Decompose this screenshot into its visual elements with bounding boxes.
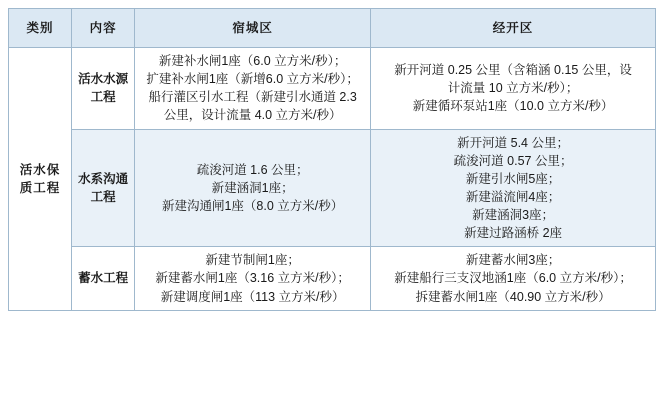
cell-line: 计流量 10 立方米/秒）； [447, 81, 579, 96]
table-row [9, 247, 656, 310]
table-row [9, 48, 656, 130]
cell-line: 新建调度闸1座（113 立方米/秒） [160, 289, 345, 304]
subcategory-water-network: 水系沟通工程 [72, 129, 135, 247]
cell-suchengqu-water-source [135, 48, 371, 130]
cell-line: 新建节制闸1座； [205, 253, 300, 268]
cell-jingkaiqu-water-source [371, 48, 656, 130]
cell-line: 新开河道 0.25 公里（含箱涵 0.15 公里，设 [394, 63, 632, 78]
cell-suchengqu-water-storage [135, 247, 371, 310]
cell-line: 新建涵洞1座； [211, 180, 294, 195]
cell-line: 新建过路涵桥 2座 [464, 226, 563, 241]
cell-jingkaiqu-water-network [371, 129, 656, 247]
row-header-category: 活水保质工程 [9, 48, 72, 311]
column-header-suchengqu: 宿城区 [135, 9, 371, 48]
cell-line: 疏浚河道 0.57 公里； [453, 153, 573, 168]
cell-line: 船行灌区引水工程（新建引水通道 2.3 [148, 90, 357, 105]
cell-line: 新建蓄水闸1座（3.16 立方米/秒）； [155, 271, 350, 286]
cell-line: 扩建补水闸1座（新增6.0 立方米/秒）； [146, 72, 359, 87]
column-header-category: 类别 [9, 9, 72, 48]
table-row [9, 129, 656, 247]
cell-line: 新建补水闸1座（6.0 立方米/秒）； [158, 54, 347, 68]
cell-line: 新建船行三支汊地涵1座（6.0 立方米/秒）； [394, 271, 632, 286]
cell-line: 公里，设计流量 4.0 立方米/秒） [163, 108, 342, 123]
column-header-jingkaiqu: 经开区 [371, 9, 656, 48]
subcategory-water-source: 活水水源工程 [72, 48, 135, 130]
cell-line: 新建溢流闸4座； [465, 189, 561, 204]
document-sheet [0, 8, 664, 414]
cell-line: 新建涵洞3座； [472, 208, 555, 222]
subcategory-water-storage: 蓄水工程 [72, 247, 135, 310]
cell-line: 新建引水闸5座； [465, 171, 561, 186]
cell-line: 新建蓄水闸3座； [465, 253, 561, 268]
cell-line: 新开河道 5.4 公里； [457, 135, 569, 150]
engineering-spec-table [8, 8, 656, 311]
cell-jingkaiqu-water-storage [371, 247, 656, 310]
column-header-content: 内容 [72, 9, 135, 48]
table-header-row [9, 9, 656, 48]
cell-line: 新建沟通闸1座（8.0 立方米/秒） [161, 198, 344, 213]
cell-suchengqu-water-network [135, 129, 371, 247]
cell-line: 疏浚河道 1.6 公里； [196, 162, 309, 177]
cell-line: 拆建蓄水闸1座（40.90 立方米/秒） [415, 289, 611, 304]
cell-line: 新建循环泵站1座（10.0 立方米/秒） [412, 99, 614, 114]
